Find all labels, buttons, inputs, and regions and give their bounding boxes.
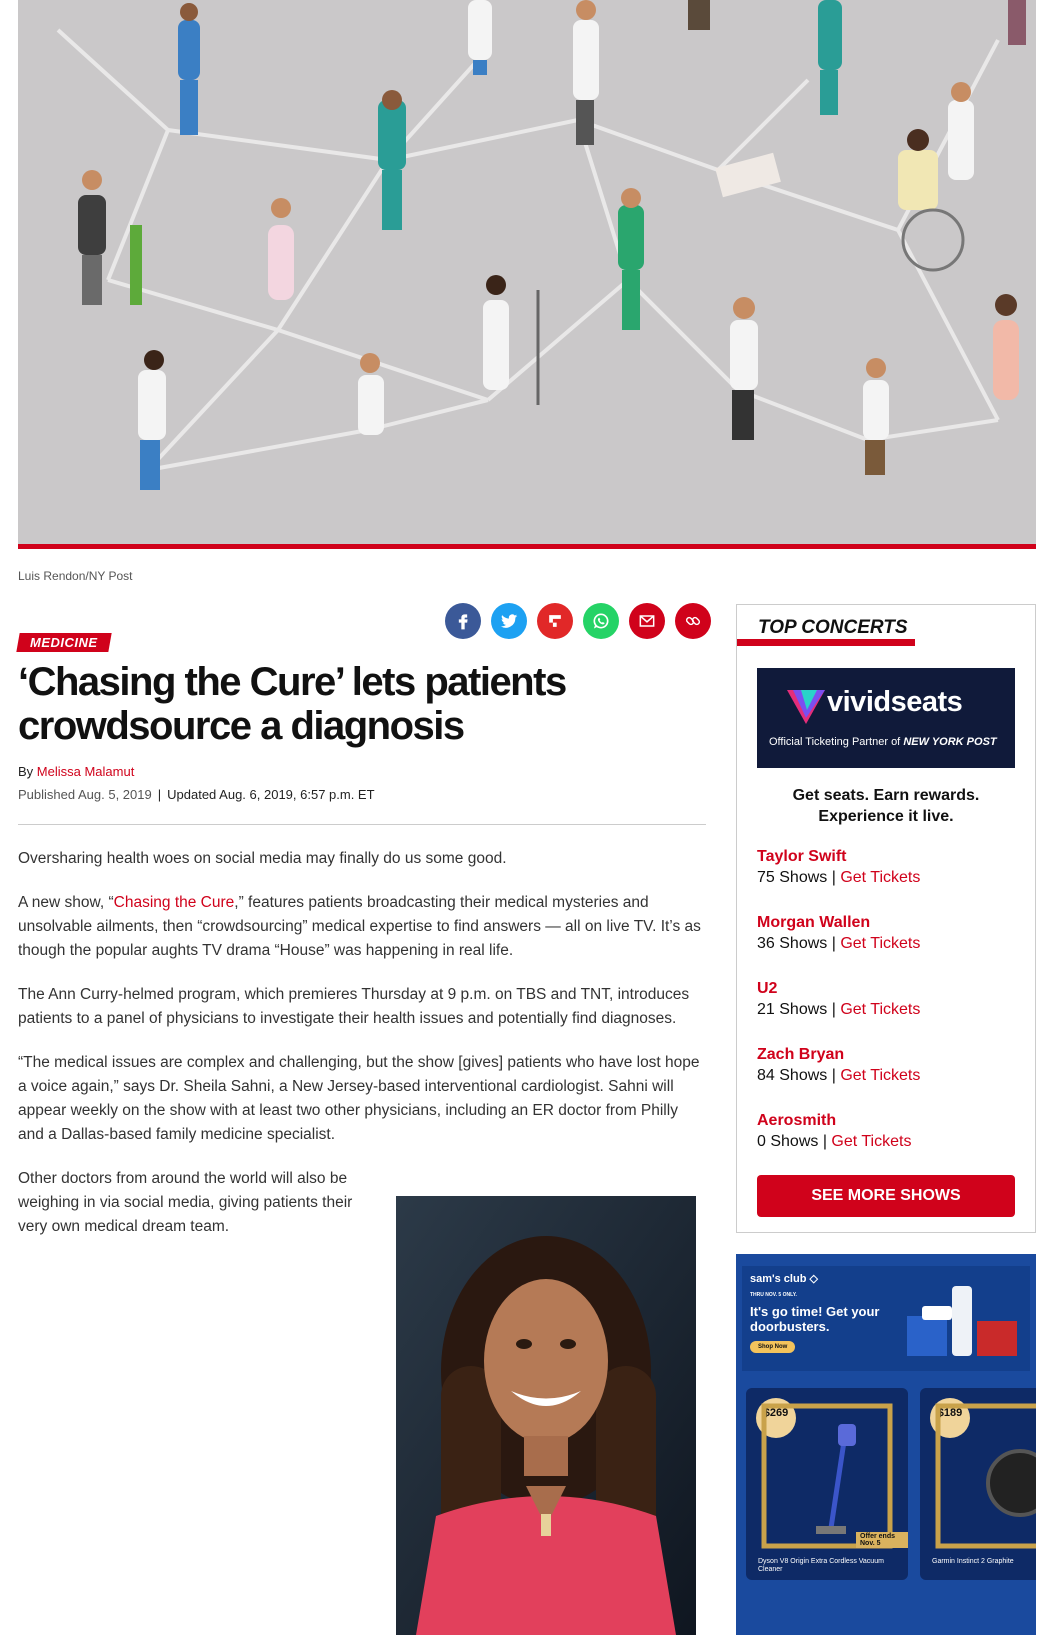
partner-brand: NEW YORK POST xyxy=(903,736,997,748)
artist-list xyxy=(757,847,1015,1177)
top-concerts-widget xyxy=(736,604,1036,1233)
product-caption: Dyson V8 Origin Extra Cordless Vacuum Cleaner xyxy=(758,1558,884,1573)
artist-show-count: 84 Shows xyxy=(757,1067,828,1084)
partner-label: Official Ticketing Partner of xyxy=(769,736,901,748)
paragraph-1: Oversharing health woes on social media may finally do us some good. xyxy=(18,850,507,867)
vividseats-logo-icon xyxy=(787,688,825,724)
author-link[interactable]: Melissa Malamut xyxy=(36,764,135,779)
ad-dates: THRU NOV. 5 ONLY. xyxy=(750,1292,797,1298)
artist-show-count: 36 Shows xyxy=(757,935,828,952)
header-divider xyxy=(18,824,706,825)
twitter-icon[interactable] xyxy=(491,603,527,639)
ad-brand: sam's club ◇ xyxy=(750,1273,818,1285)
artist-show-count: 0 Shows xyxy=(757,1133,819,1150)
artist-item xyxy=(757,1045,1015,1111)
vividseats-tagline: Get seats. Earn rewards. Experience it live. xyxy=(792,787,980,825)
paragraph-3: The Ann Curry-helmed program, which premieres Thursday at 9 p.m. on TBS and TNT, introduces patients to a panel of physicians to investigate their health issues and potentially find diagnoses. xyxy=(18,986,690,1027)
published-date: Published Aug. 5, 2019 xyxy=(18,787,152,802)
date-separator: | xyxy=(157,787,162,802)
get-tickets-link[interactable]: Get Tickets xyxy=(840,1001,921,1018)
article-dates xyxy=(18,787,375,802)
hero-rule xyxy=(18,544,1036,549)
paragraph-2 xyxy=(18,891,708,963)
artist-show-count: 75 Shows xyxy=(757,869,828,886)
photo-credit: Luis Rendon/NY Post xyxy=(18,569,133,583)
paragraph-5: Other doctors from around the world will also be weighing in via social media, giving patients their very own medical dream team. xyxy=(18,1170,353,1235)
facebook-icon[interactable] xyxy=(445,603,481,639)
email-icon[interactable] xyxy=(629,603,665,639)
p2-suffix: ,” features patients broadcasting their medical mysteries and unsolvable ailments, then “crowdsourcing” medical expertise to find answers — all on live TV. It’s as though the popular aughts TV drama “House” was happening in real life. xyxy=(18,894,701,959)
artist-item xyxy=(757,1111,1015,1177)
widget-title-bar xyxy=(737,639,915,646)
section-tag[interactable]: MEDICINE xyxy=(16,633,111,652)
share-bar xyxy=(445,603,711,639)
artist-shows: 36 Shows | Get Tickets xyxy=(757,935,921,952)
artist-shows: 84 Shows | Get Tickets xyxy=(757,1067,921,1084)
ad-headline: It's go time! Get your doorbusters. xyxy=(750,1304,880,1334)
updated-date: Updated Aug. 6, 2019, 6:57 p.m. ET xyxy=(167,787,375,802)
sams-club-ad[interactable] xyxy=(736,1254,1036,1635)
get-tickets-link[interactable]: Get Tickets xyxy=(840,935,921,952)
artist-name[interactable]: Morgan Wallen xyxy=(757,914,871,931)
artist-shows: 0 Shows | Get Tickets xyxy=(757,1133,912,1150)
product-caption: Garmin Instinct 2 Graphite xyxy=(932,1558,1014,1565)
artist-name[interactable]: U2 xyxy=(757,980,778,997)
artist-name[interactable]: Zach Bryan xyxy=(757,1046,845,1063)
ad-shop-now-button[interactable]: Shop Now xyxy=(750,1341,795,1353)
whatsapp-icon[interactable] xyxy=(583,603,619,639)
artist-item xyxy=(757,979,1015,1045)
vividseats-partner-text xyxy=(769,736,997,748)
artist-shows: 75 Shows | Get Tickets xyxy=(757,869,921,886)
ad-product-card[interactable] xyxy=(746,1388,908,1580)
get-tickets-link[interactable]: Get Tickets xyxy=(840,869,921,886)
widget-title: TOP CONCERTS xyxy=(758,617,908,638)
byline-prefix: By xyxy=(18,764,34,779)
article-headline: ‘Chasing the Cure’ lets patients crowdsource a diagnosis xyxy=(18,660,566,748)
product-offer: Offer ends Nov. 5 xyxy=(856,1532,908,1548)
product-price: $269 xyxy=(756,1398,796,1438)
artist-shows: 21 Shows | Get Tickets xyxy=(757,1001,921,1018)
p2-prefix: A new show, “ xyxy=(18,894,114,911)
get-tickets-link[interactable]: Get Tickets xyxy=(840,1067,921,1084)
doctor-photo xyxy=(396,1196,696,1635)
artist-name[interactable]: Taylor Swift xyxy=(757,848,847,865)
vividseats-banner[interactable] xyxy=(757,668,1015,768)
link-icon[interactable] xyxy=(675,603,711,639)
flipboard-icon[interactable] xyxy=(537,603,573,639)
ad-product-card[interactable] xyxy=(920,1388,1036,1580)
artist-show-count: 21 Shows xyxy=(757,1001,828,1018)
see-more-shows-button[interactable]: SEE MORE SHOWS xyxy=(757,1175,1015,1217)
byline xyxy=(18,764,134,779)
product-price: $189 xyxy=(930,1398,970,1438)
chasing-the-cure-link[interactable]: Chasing the Cure xyxy=(113,894,235,911)
hero-image xyxy=(18,0,1036,544)
artist-name[interactable]: Aerosmith xyxy=(757,1112,837,1129)
artist-item xyxy=(757,913,1015,979)
vividseats-logo: vividseats xyxy=(827,686,963,718)
get-tickets-link[interactable]: Get Tickets xyxy=(831,1133,912,1150)
paragraph-4: “The medical issues are complex and challenging, but the show [gives] patients who have lost hope a voice again,” says Dr. Sheila Sahni, a New Jersey-based interventional cardiologist. Sahni will appear weekly on the show with at least two other physicians, including an ER doctor from Philly and a Dallas-based family medicine specialist. xyxy=(18,1054,700,1143)
artist-item xyxy=(757,847,1015,913)
